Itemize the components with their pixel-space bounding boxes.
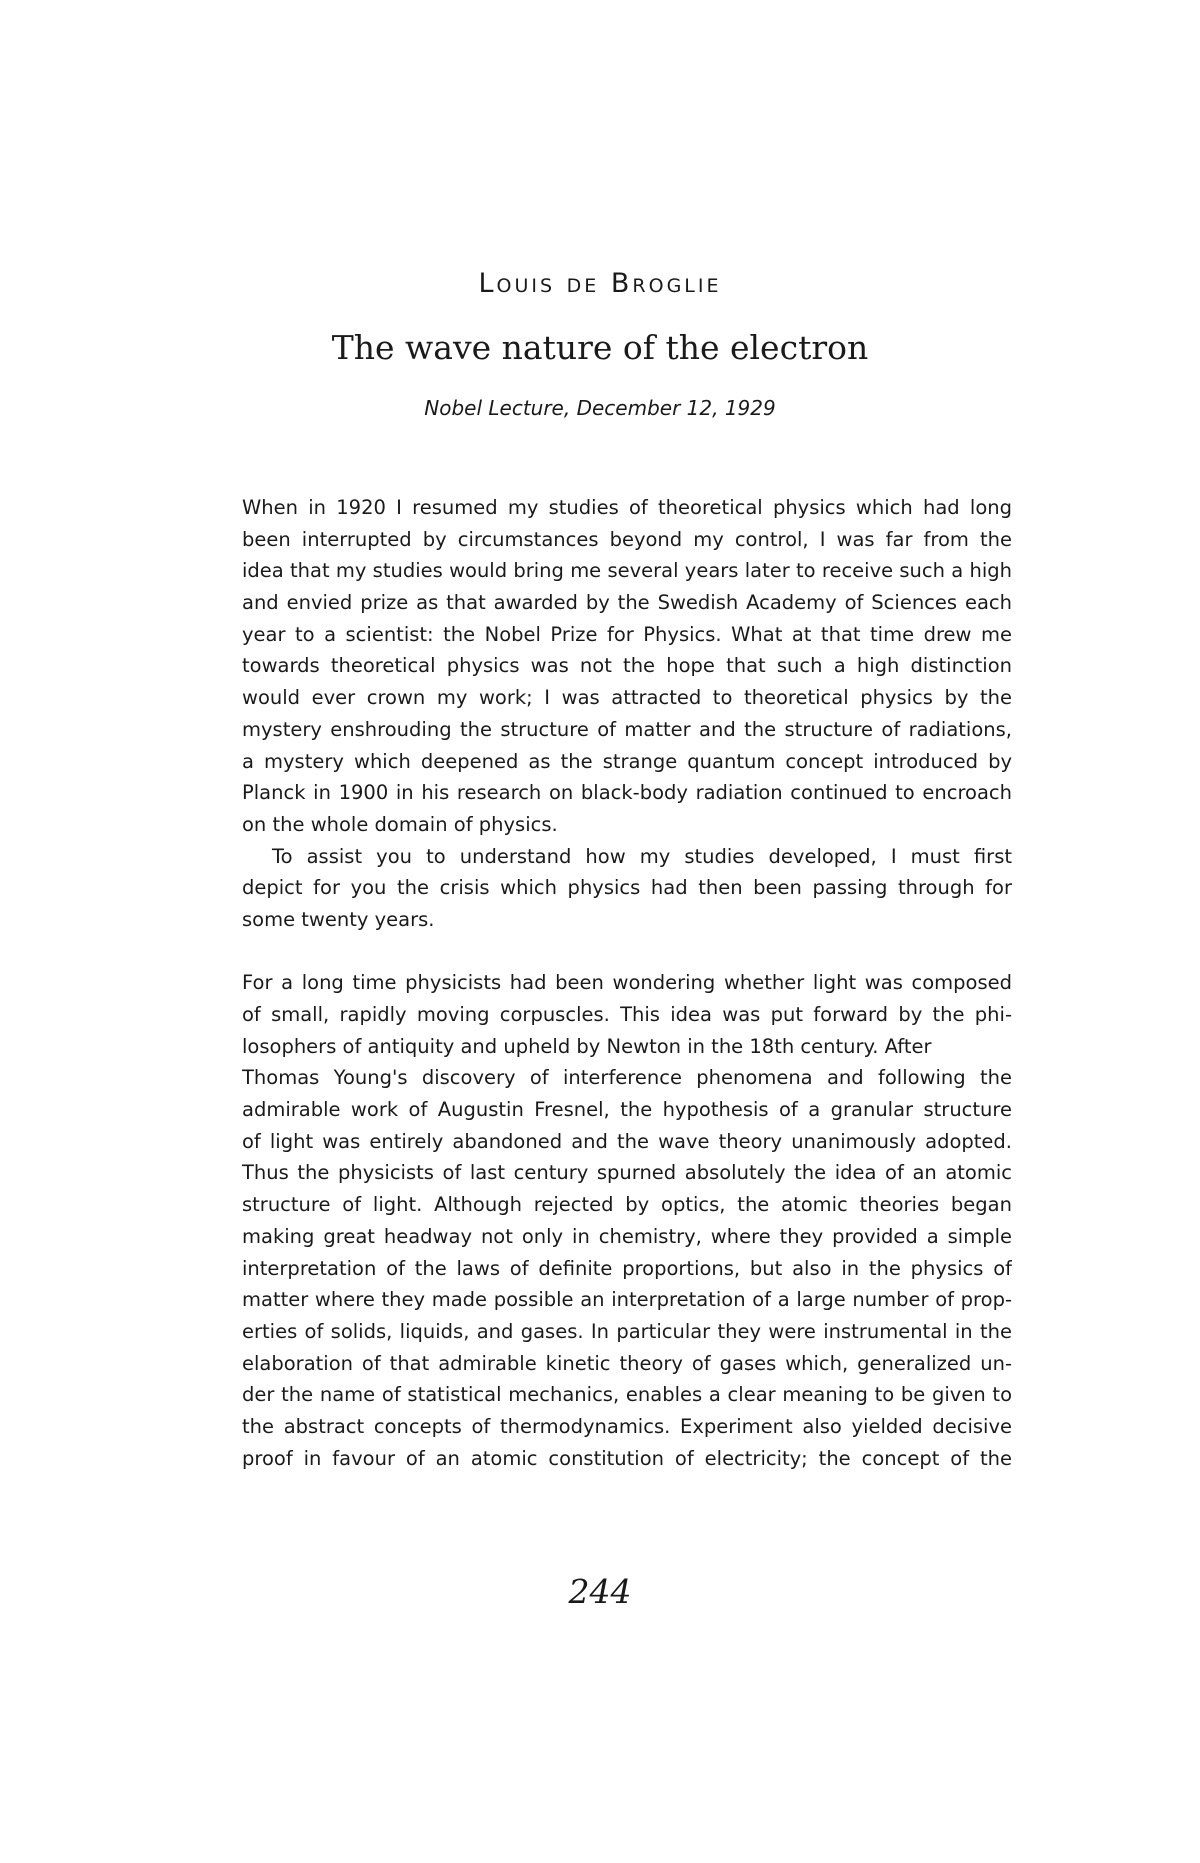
text-line: erties of solids, liquids, and gases. In particular they were instrumental in the	[242, 1319, 1012, 1343]
text-line: Thomas Young's discovery of interference phenomena and following the	[242, 1066, 1012, 1090]
text-line: towards theoretical physics was not the hope that such a high distinction	[242, 654, 1012, 678]
lecture-subtitle: Nobel Lecture, December 12, 1929	[424, 396, 776, 420]
text-line: Thus the physicists of last century spurned absolutely the idea of an atomic	[242, 1161, 1012, 1185]
text-line: Planck in 1900 in his research on black-body radiation continued to encroach	[242, 781, 1012, 805]
text-line: matter where they made possible an interpretation of a large number of prop-	[242, 1288, 1012, 1312]
text-line: der the name of statistical mechanics, enables a clear meaning to be given to	[242, 1383, 1012, 1407]
text-line: When in 1920 I resumed my studies of theoretical physics which had long	[242, 496, 1012, 519]
lecture-title: The wave nature of the electron	[331, 328, 869, 367]
text-line: the abstract concepts of thermodynamics. Experiment also yielded decisive	[242, 1414, 1012, 1438]
text-line: idea that my studies would bring me several years later to receive such a high	[242, 559, 1012, 583]
body-text	[242, 492, 1012, 1474]
author-name: Louis de Broglie	[478, 268, 722, 299]
text-line: and envied prize as that awarded by the Swedish Academy of Sciences each	[242, 591, 1012, 615]
text-line: depict for you the crisis which physics had then been passing through for	[242, 876, 1012, 900]
text-line: of small, rapidly moving corpuscles. This idea was put forward by the phi-	[242, 1003, 1012, 1026]
text-line: structure of light. Although rejected by optics, the atomic theories began	[242, 1193, 1012, 1217]
page-number: 244	[568, 1572, 632, 1611]
text-line: of light was entirely abandoned and the wave theory unanimously adopted.	[242, 1129, 1012, 1153]
text-line: mystery enshrouding the structure of matter and the structure of radiations,	[242, 717, 1012, 741]
text-line: To assist you to understand how my studies developed, I must first	[272, 844, 1012, 868]
text-line: would ever crown my work; I was attracted to theoretical physics by the	[242, 686, 1012, 710]
text-line: year to a scientist: the Nobel Prize for Physics. What at that time drew me	[242, 622, 1012, 646]
text-line: a mystery which deepened as the strange quantum concept introduced by	[242, 749, 1012, 773]
text-line: elaboration of that admirable kinetic theory of gases which, generalized un-	[242, 1351, 1012, 1375]
text-line: some twenty years.	[242, 907, 435, 931]
text-line: on the whole domain of physics.	[242, 812, 558, 836]
text-line: For a long time physicists had been wondering whether light was composed	[242, 971, 1012, 995]
section-break	[242, 936, 1012, 968]
text-line: making great headway not only in chemistry, where they provided a simple	[242, 1224, 1012, 1248]
text-line: interpretation of the laws of definite proportions, but also in the physics of	[242, 1256, 1012, 1280]
text-line: been interrupted by circumstances beyond my control, I was far from the	[242, 527, 1012, 551]
text-line: losophers of antiquity and upheld by Newton in the 18th century. After	[242, 1034, 932, 1058]
text-line: proof in favour of an atomic constitution of electricity; the concept of the	[242, 1446, 1012, 1470]
text-line: admirable work of Augustin Fresnel, the hypothesis of a granular structure	[242, 1098, 1012, 1122]
